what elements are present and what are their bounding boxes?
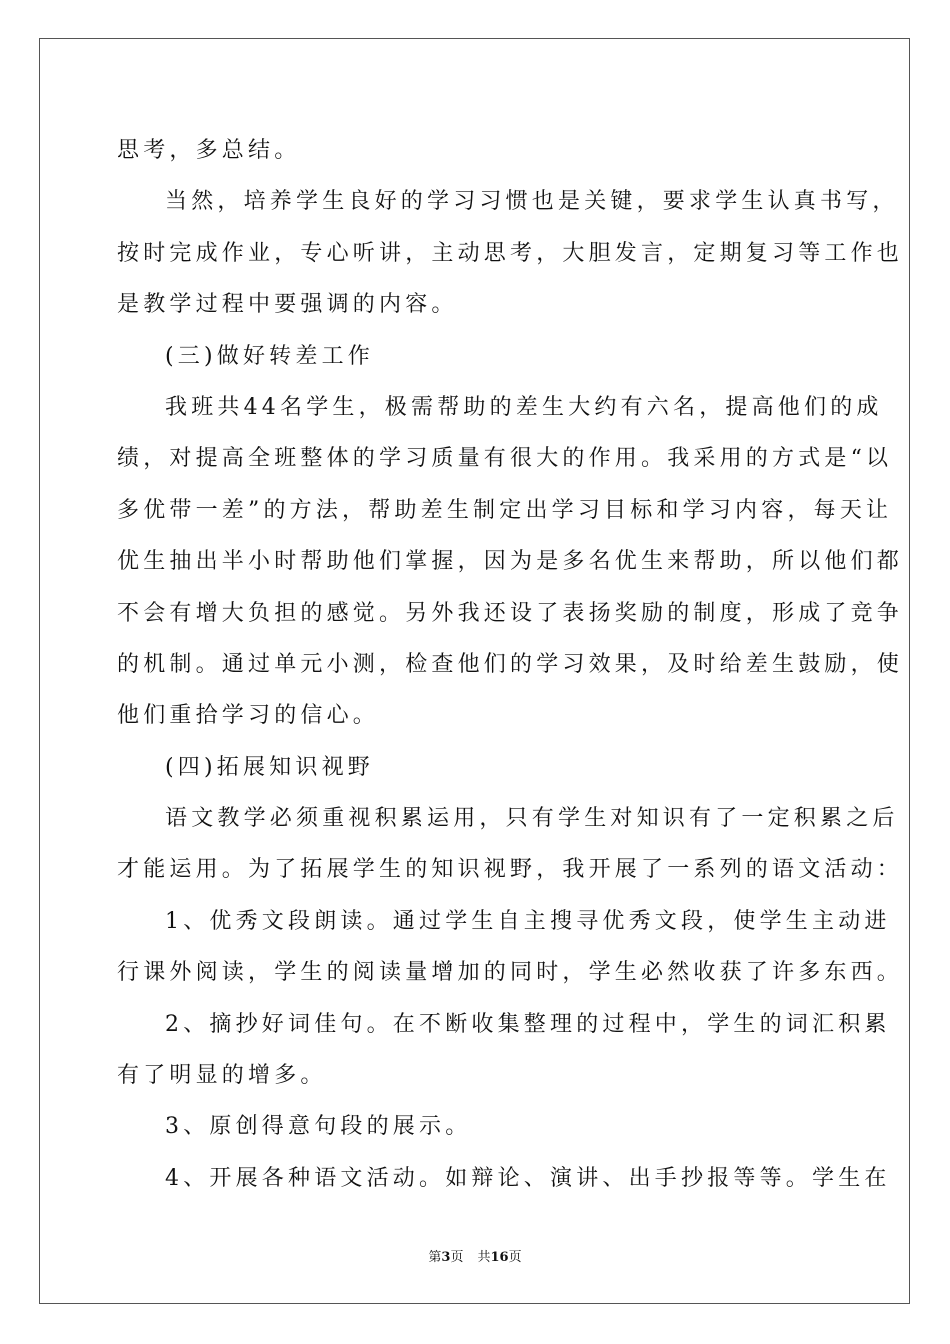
- text-line: 他们重拾学习的信心。: [117, 703, 380, 729]
- text-line: (三)做好转差工作: [165, 343, 374, 369]
- text-line: 思考，多总结。: [117, 138, 301, 163]
- text-line: 1、优秀文段朗读。通过学生自主搜寻优秀文段，使学生主动进: [165, 908, 891, 934]
- text-line: 当然，培养学生良好的学习习惯也是关键，要求学生认真书写，: [165, 189, 899, 215]
- text-line: 多优带一差”的方法，帮助差生制定出学习目标和学习内容，每天让: [117, 497, 893, 523]
- text-line: 不会有增大负担的感觉。另外我还设了表扬奖励的制度，形成了竞争: [117, 600, 904, 626]
- text-line: 绩，对提高全班整体的学习质量有很大的作用。我采用的方式是“以: [117, 446, 893, 472]
- text-line: 才能运用。为了拓展学生的知识视野，我开展了一系列的语文活动：: [117, 857, 904, 883]
- text-line: 按时完成作业，专心听讲，主动思考，大胆发言，定期复习等工作也: [117, 240, 904, 266]
- text-line: 有了明显的增多。: [117, 1063, 327, 1089]
- text-line: 优生抽出半小时帮助他们掌握，因为是多名优生来帮助，所以他们都: [117, 549, 904, 575]
- footer-page-total: 16: [490, 1250, 509, 1265]
- text-line: 行课外阅读，学生的阅读量增加的同时，学生必然收获了许多东西。: [117, 960, 904, 986]
- text-line: 是教学过程中要强调的内容。: [117, 292, 458, 318]
- footer-page-suffix: 页: [450, 1250, 464, 1265]
- footer-total-suffix: 页: [508, 1250, 522, 1265]
- text-line: (四)拓展知识视野: [165, 754, 374, 780]
- footer-page-prefix: 第: [428, 1250, 442, 1265]
- footer-page-current: 3: [441, 1250, 451, 1265]
- document-body: [117, 125, 904, 1204]
- text-line: 2、摘抄好词佳句。在不断收集整理的过程中，学生的词汇积累: [165, 1011, 891, 1037]
- text-line: 3、原创得意句段的展示。: [165, 1114, 472, 1140]
- text-line: 我班共44名学生，极需帮助的差生大约有六名，提高他们的成: [165, 394, 883, 420]
- text-line: 语文教学必须重视积累运用，只有学生对知识有了一定积累之后: [165, 806, 899, 832]
- text-line: 的机制。通过单元小测，检查他们的学习效果，及时给差生鼓励，使: [117, 651, 904, 677]
- page-footer: [0, 1246, 950, 1265]
- footer-total-prefix: 共: [477, 1250, 491, 1265]
- text-line: 4、开展各种语文活动。如辩论、演讲、出手抄报等等。学生在: [165, 1165, 891, 1191]
